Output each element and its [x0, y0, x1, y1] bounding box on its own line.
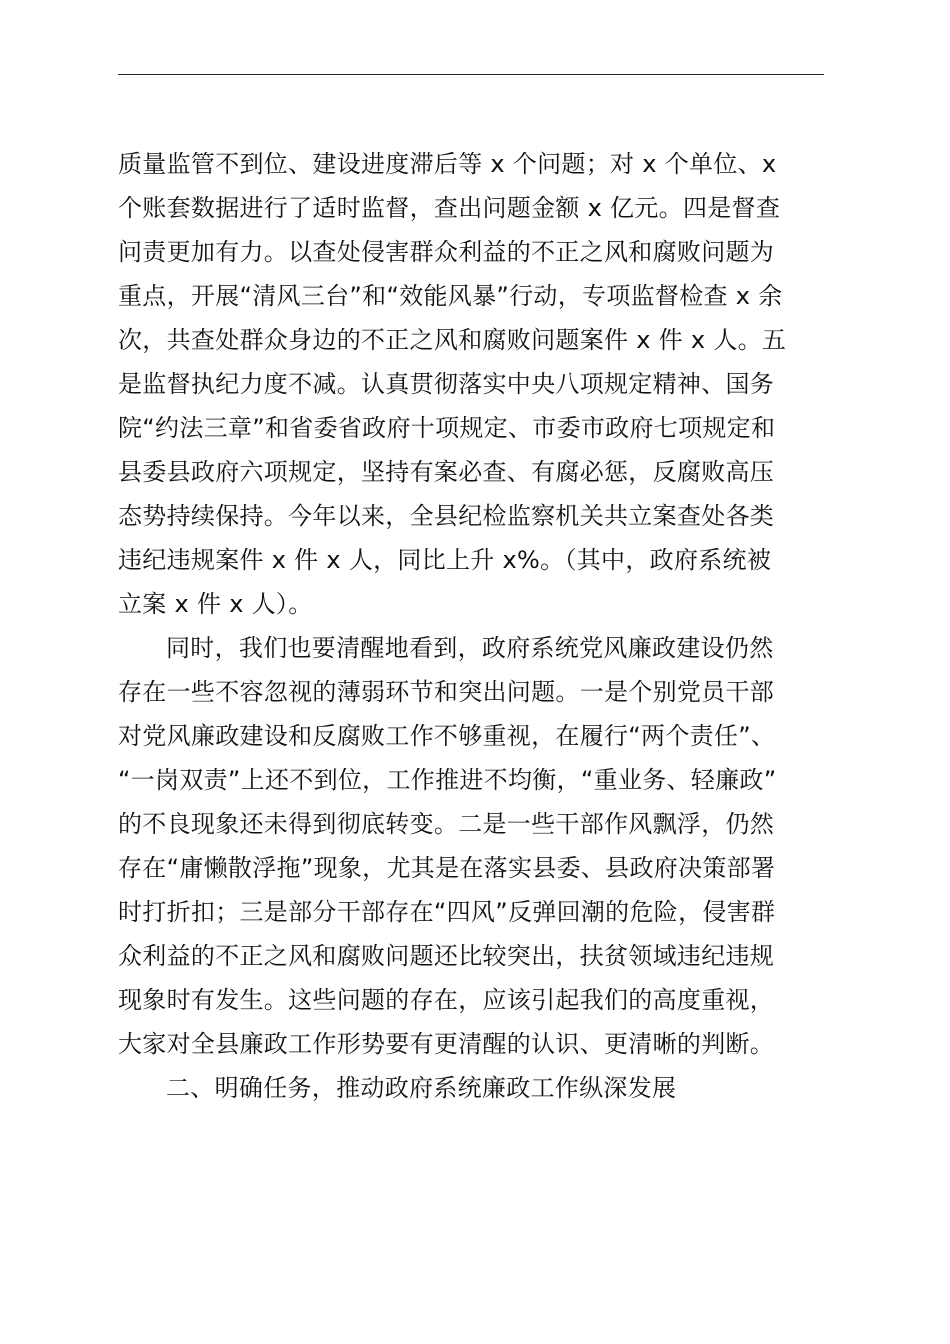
- text-line: 的不良现象还未得到彻底转变。二是一些干部作风飘浮，仍然: [118, 810, 775, 838]
- text-line: “一岗双责”上还不到位，工作推进不均衡，“重业务、轻廉政”: [118, 766, 777, 794]
- text-line: 县委县政府六项规定，坚持有案必查、有腐必惩，反腐败高压: [118, 458, 775, 486]
- text-line: 问责更加有力。以查处侵害群众利益的不正之风和腐败问题为: [118, 238, 775, 266]
- text-line: 违纪违规案件 x 件 x 人，同比上升 x%。（其中，政府系统被: [118, 546, 772, 574]
- text-line: 现象时有发生。这些问题的存在，应该引起我们的高度重视，: [118, 986, 775, 1014]
- text-line: 大家对全县廉政工作形势要有更清醒的认识、更清晰的判断。: [118, 1030, 775, 1058]
- text-line: 质量监管不到位、建设进度滞后等 x 个问题；对 x 个单位、x: [118, 150, 777, 178]
- text-line: 立案 x 件 x 人）。: [118, 590, 313, 618]
- text-line: 存在“庸懒散浮拖”现象，尤其是在落实县委、县政府决策部署: [118, 854, 776, 882]
- section-heading: 二、明确任务，推动政府系统廉政工作纵深发展: [166, 1074, 677, 1102]
- text-line: 态势持续保持。今年以来，全县纪检监察机关共立案查处各类: [118, 502, 775, 530]
- body-text: [118, 142, 824, 1110]
- text-line: 对党风廉政建设和反腐败工作不够重视，在履行“两个责任”、: [118, 722, 776, 750]
- text-line: 时打折扣；三是部分干部存在“四风”反弹回潮的危险，侵害群: [118, 898, 776, 926]
- text-line: 次，共查处群众身边的不正之风和腐败问题案件 x 件 x 人。五: [118, 326, 787, 354]
- header-rule: [118, 74, 824, 75]
- text-line: 个账套数据进行了适时监督，查出问题金额 x 亿元。四是督查: [118, 194, 781, 222]
- paragraph-start-line: 同时，我们也要清醒地看到，政府系统党风廉政建设仍然: [166, 634, 774, 662]
- text-line: 是监督执纪力度不减。认真贯彻落实中央八项规定精神、国务: [118, 370, 775, 398]
- text-line: 存在一些不容忽视的薄弱环节和突出问题。一是个别党员干部: [118, 678, 775, 706]
- text-line: 重点，开展“清风三台”和“效能风暴”行动，专项监督检查 x 余: [118, 282, 783, 310]
- text-line: 院“约法三章”和省委省政府十项规定、市委市政府七项规定和: [118, 414, 776, 442]
- text-line: 众利益的不正之风和腐败问题还比较突出，扶贫领域违纪违规: [118, 942, 775, 970]
